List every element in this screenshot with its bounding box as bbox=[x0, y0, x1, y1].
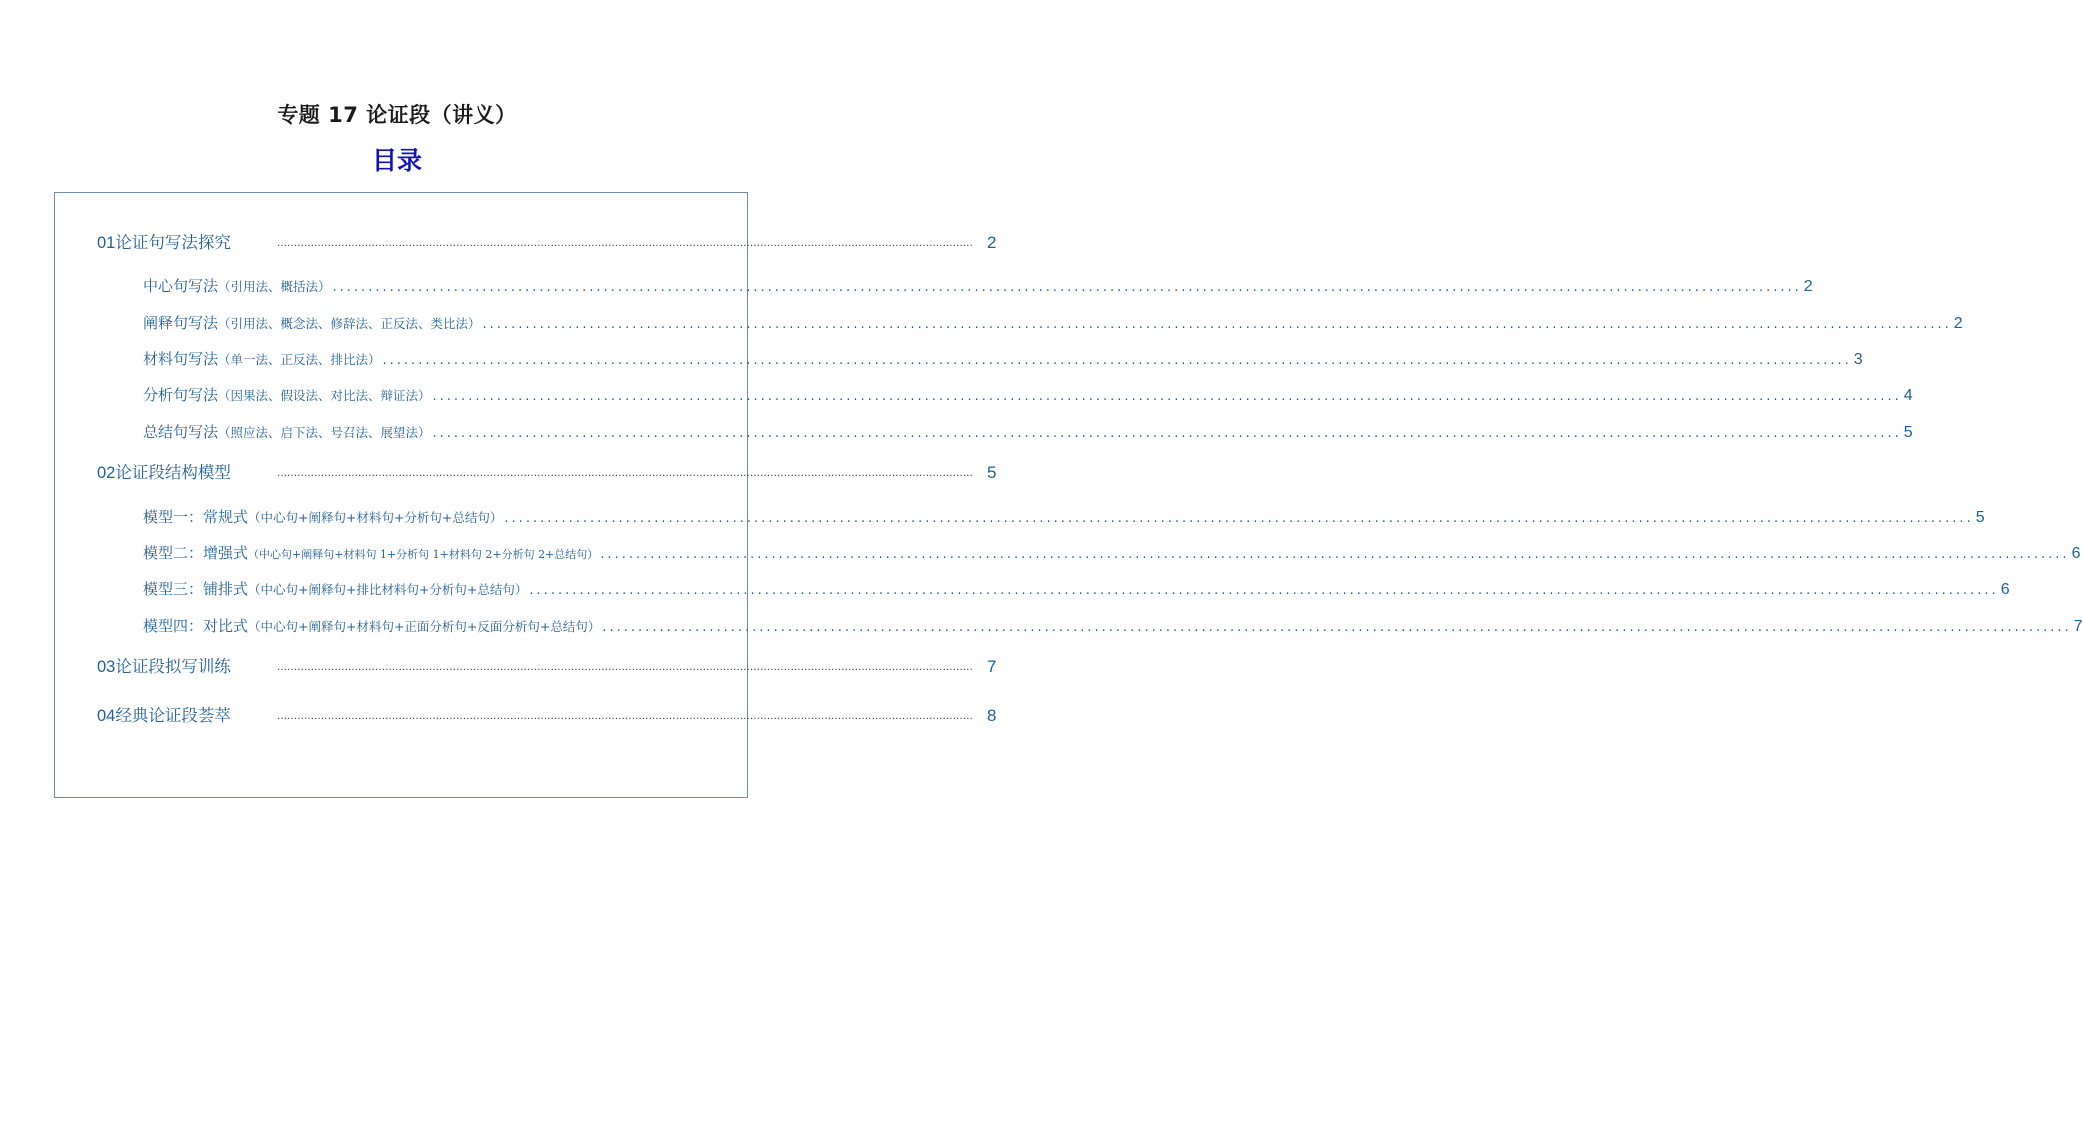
toc-entry-title: 总结句写法 bbox=[143, 423, 219, 441]
toc-entry-title: 中心句写法 bbox=[143, 277, 219, 295]
toc-page-number: 4 bbox=[1903, 387, 1913, 404]
diamond-icon bbox=[125, 429, 133, 437]
toc-entry-03[interactable] bbox=[97, 653, 997, 677]
toc-subentry-explanation-sentence[interactable] bbox=[125, 312, 1963, 333]
toc-page-number: 5 bbox=[1903, 424, 1913, 441]
toc-subentry-central-sentence[interactable] bbox=[125, 275, 1813, 296]
toc-entry-structure: （中心句+阐释句+材料句+分析句+总结句） bbox=[248, 510, 503, 525]
toc-entry-methods: （引用法、概念法、修辞法、正反法、类比法） bbox=[218, 316, 481, 331]
toc-page-number: 7 bbox=[987, 657, 997, 676]
toc-entry-number: 03 bbox=[97, 658, 116, 676]
toc-entry-methods: （因果法、假设法、对比法、辩证法） bbox=[218, 388, 431, 403]
toc-entry-title: 模型二：增强式 bbox=[143, 544, 249, 562]
toc-subentry-summary-sentence[interactable] bbox=[125, 421, 1913, 442]
toc-entry-methods: （引用法、概括法） bbox=[218, 279, 331, 294]
dot-leader: .............................................................................................................................................................................................................. bbox=[277, 468, 974, 479]
toc-entry-structure: （中心句+阐释句+材料句 1+分析句 1+材料句 2+分析句 2+总结句） bbox=[248, 548, 599, 561]
table-of-contents bbox=[54, 192, 2083, 798]
dot-leader: .............................................................................................................................................................................................................. bbox=[277, 711, 974, 722]
dot-leader: .............................................................................................................................................................................................................. bbox=[277, 662, 974, 673]
toc-entry-title: 阐释句写法 bbox=[143, 314, 219, 332]
dot-leader: .............................................................................................................................................................................................................. bbox=[529, 583, 1999, 598]
toc-page-number: 7 bbox=[2073, 618, 2083, 635]
toc-page-number: 2 bbox=[987, 233, 997, 252]
dot-leader: .............................................................................................................................................................................................................. bbox=[602, 620, 2072, 635]
toc-entry-02[interactable] bbox=[97, 459, 997, 483]
dot-leader: .............................................................................................................................................................................................................. bbox=[277, 238, 974, 249]
toc-subentry-model-3[interactable] bbox=[125, 578, 2010, 599]
toc-entry-title: 论证段拟写训练 bbox=[115, 657, 231, 676]
toc-page-number: 5 bbox=[1975, 509, 1985, 526]
toc-entry-number: 01 bbox=[97, 234, 116, 252]
toc-entry-structure: （中心句+阐释句+材料句+正面分析句+反面分析句+总结句） bbox=[248, 619, 601, 634]
toc-subentry-model-4[interactable] bbox=[125, 615, 2083, 636]
document-title: 专题 17 论证段（讲义） bbox=[277, 103, 517, 127]
dot-leader: .............................................................................................................................................................................................................. bbox=[482, 317, 1952, 332]
toc-entry-title: 模型四：对比式 bbox=[143, 617, 249, 635]
toc-subentry-model-1[interactable] bbox=[125, 506, 1985, 527]
diamond-icon bbox=[125, 550, 133, 558]
toc-heading: 目录 bbox=[371, 146, 422, 175]
toc-page-number: 3 bbox=[1853, 351, 1863, 368]
dot-leader: .............................................................................................................................................................................................................. bbox=[600, 547, 2070, 562]
toc-entry-methods: （单一法、正反法、排比法） bbox=[218, 352, 381, 367]
dot-leader: .............................................................................................................................................................................................................. bbox=[432, 389, 1902, 404]
dot-leader: .............................................................................................................................................................................................................. bbox=[432, 426, 1902, 441]
toc-subentry-material-sentence[interactable] bbox=[125, 348, 1863, 369]
toc-subentry-analysis-sentence[interactable] bbox=[125, 384, 1913, 405]
dot-leader: .............................................................................................................................................................................................................. bbox=[332, 280, 1802, 295]
toc-entry-01[interactable] bbox=[97, 229, 997, 253]
dot-leader: .............................................................................................................................................................................................................. bbox=[382, 353, 1852, 368]
toc-entry-number: 02 bbox=[97, 464, 116, 482]
toc-entry-title: 论证段结构模型 bbox=[115, 463, 231, 482]
toc-subentry-model-2[interactable] bbox=[125, 542, 2081, 563]
dot-leader: .............................................................................................................................................................................................................. bbox=[504, 511, 1974, 526]
toc-entry-title: 论证句写法探究 bbox=[115, 233, 231, 252]
diamond-icon bbox=[125, 586, 133, 594]
toc-page-number: 5 bbox=[987, 463, 997, 482]
diamond-icon bbox=[125, 392, 133, 400]
diamond-icon bbox=[125, 283, 133, 291]
toc-page-number: 2 bbox=[1953, 315, 1963, 332]
diamond-icon bbox=[125, 623, 133, 631]
toc-entry-structure: （中心句+阐释句+排比材料句+分析句+总结句） bbox=[248, 582, 528, 597]
toc-entry-title: 经典论证段荟萃 bbox=[115, 706, 231, 725]
toc-entry-title: 材料句写法 bbox=[143, 350, 219, 368]
toc-page-number: 2 bbox=[1803, 278, 1813, 295]
diamond-icon bbox=[125, 356, 133, 364]
toc-entry-title: 分析句写法 bbox=[143, 386, 219, 404]
diamond-icon bbox=[125, 514, 133, 522]
toc-entry-methods: （照应法、启下法、号召法、展望法） bbox=[218, 425, 431, 440]
toc-page-number: 6 bbox=[2071, 545, 2081, 562]
toc-page-number: 8 bbox=[987, 706, 997, 725]
toc-entry-title: 模型一：常规式 bbox=[143, 508, 249, 526]
toc-entry-number: 04 bbox=[97, 707, 116, 725]
toc-entry-title: 模型三：铺排式 bbox=[143, 580, 249, 598]
diamond-icon bbox=[125, 320, 133, 328]
toc-page-number: 6 bbox=[2000, 581, 2010, 598]
toc-entry-04[interactable] bbox=[97, 702, 997, 726]
